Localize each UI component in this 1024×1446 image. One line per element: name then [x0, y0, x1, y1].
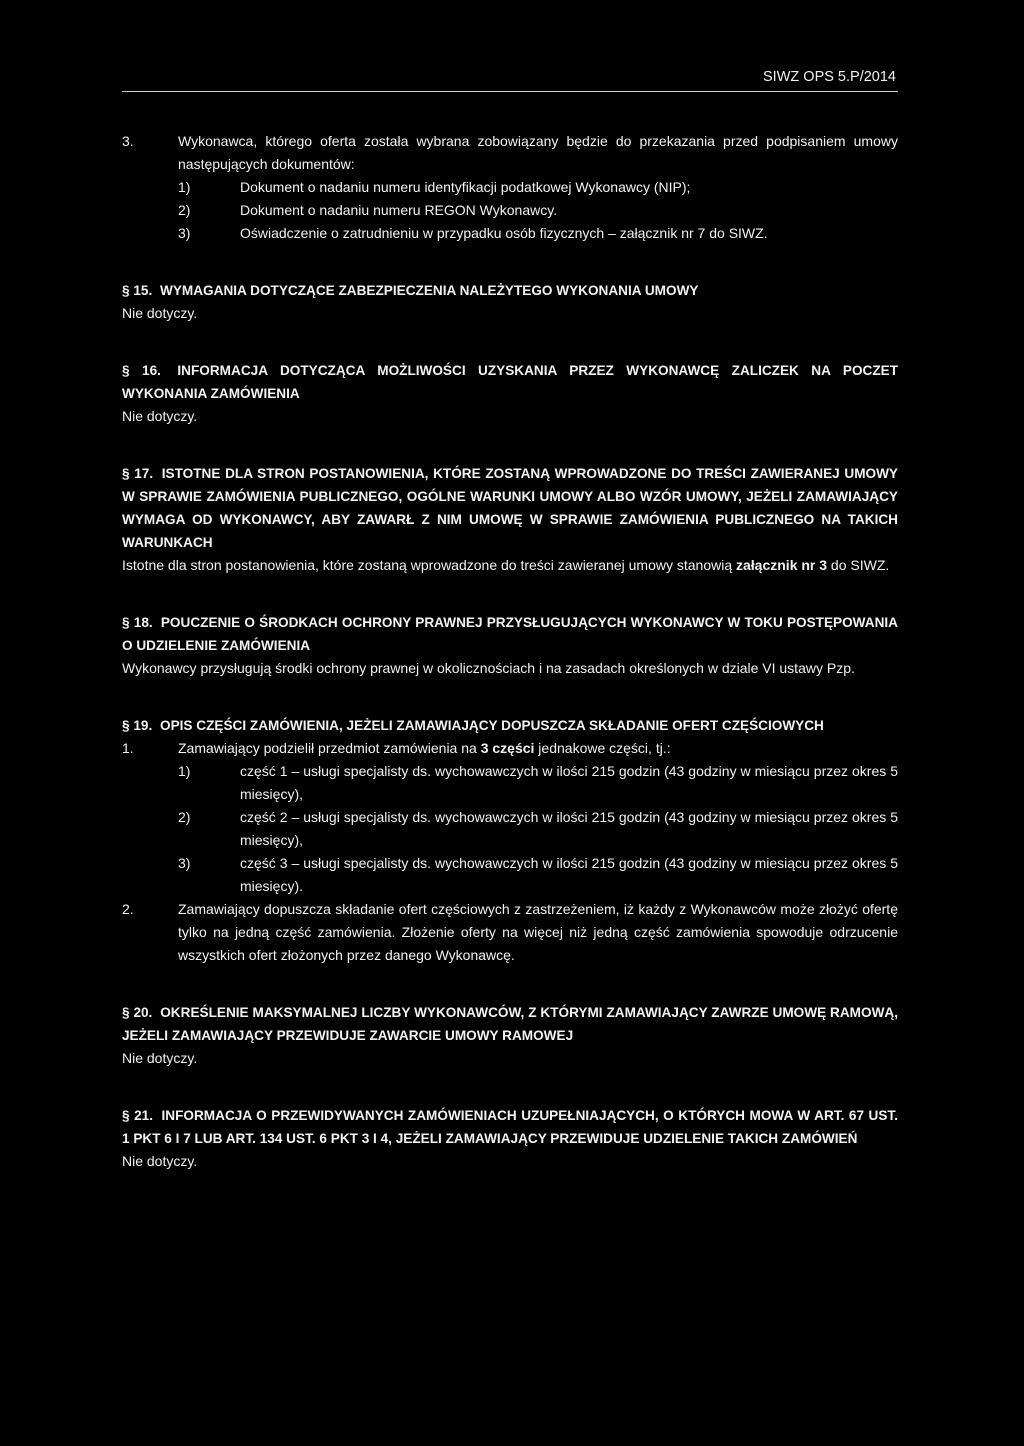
section-title: INFORMACJA O PRZEWIDYWANYCH ZAMÓWIENIACH UZUPEŁNIAJĄCYCH, O KTÓRYCH MOWA W ART. 67 UST. 1 PKT 6 I 7 LUB ART. 134 UST. 6 PKT 3 I 4, JEŻELI ZAMAWIAJĄCY PRZEWIDUJE UDZIELENIE TAKICH ZAMÓWIEŃ — [122, 1108, 898, 1146]
section-21 — [122, 1104, 898, 1173]
section-16 — [122, 359, 898, 428]
paragraph-number: § 17. — [122, 466, 154, 481]
header-divider — [122, 91, 898, 92]
body-text: do SIWZ. — [827, 557, 890, 573]
section-heading — [122, 611, 898, 657]
list-item-text: część 2 – usługi specjalisty ds. wychowawczych w ilości 215 godzin (43 godziny w miesiącu przez okres 5 miesięcy), — [240, 809, 898, 848]
list-item — [178, 852, 898, 898]
section-title: OKREŚLENIE MAKSYMALNEJ LICZBY WYKONAWCÓW, Z KTÓRYMI ZAMAWIAJĄCY ZAWRZE UMOWĘ RAMOWĄ, JEŻELI ZAMAWIAJĄCY PRZEWIDUJE ZAWARCIE UMOWY RAMOWEJ — [122, 1005, 898, 1043]
document-reference: SIWZ OPS 5.P/2014 — [763, 69, 896, 85]
item-number: 1. — [122, 740, 134, 756]
paragraph-number: § 15. — [122, 283, 153, 298]
item-3 — [122, 130, 898, 176]
list-item-number: 3) — [178, 225, 191, 241]
section-heading — [122, 462, 898, 554]
section-title: ISTOTNE DLA STRON POSTANOWIENIA, KTÓRE ZOSTANĄ WPROWADZONE DO TREŚCI ZAWIERANEJ UMOWY W SPRAWIE ZAMÓWIENIA PUBLICZNEGO, OGÓLNE WARUNKI UMOWY ALBO WZÓR UMOWY, JEŻELI ZAMAWIAJĄCY WYMAGA OD WYKONAWCY, ABY ZAWARŁ Z NIM UMOWĘ W SPRAWIE ZAMÓWIENIA PUBLICZNEGO NA TAKICH WARUNKACH — [122, 466, 898, 550]
section-body: Nie dotyczy. — [122, 1153, 198, 1169]
section-body: Nie dotyczy. — [122, 1050, 198, 1066]
section-heading — [122, 279, 898, 302]
item-text-part: jednakowe części, tj.: — [534, 740, 671, 756]
paragraph-number: § 16. — [122, 363, 161, 378]
list-item — [178, 199, 898, 222]
list-item — [178, 806, 898, 852]
item-number: 3. — [122, 133, 134, 149]
section-title: POUCZENIE O ŚRODKACH OCHRONY PRAWNEJ PRZYSŁUGUJĄCYCH WYKONAWCY W TOKU POSTĘPOWANIA O UDZIELENIE ZAMÓWIENIA — [122, 615, 898, 653]
item-2 — [122, 898, 898, 967]
section-title: INFORMACJA DOTYCZĄCA MOŻLIWOŚCI UZYSKANIA PRZEZ WYKONAWCĘ ZALICZEK NA POCZET WYKONANIA ZAMÓWIENIA — [122, 363, 899, 401]
section-heading — [122, 714, 898, 737]
list-item-text: część 1 – usługi specjalisty ds. wychowawczych w ilości 215 godzin (43 godziny w miesiącu przez okres 5 miesięcy), — [240, 763, 898, 802]
item-text: Zamawiający dopuszcza składanie ofert częściowych z zastrzeżeniem, iż każdy z Wykonawców może złożyć ofertę tylko na jedną część zamówienia. Złożenie oferty na więcej niż jedną część zamówienia spowoduje odrzucenie wszystkich ofert złożonych przez danego Wykonawcę. — [178, 901, 898, 963]
section-body: Nie dotyczy. — [122, 408, 198, 424]
list-item-number: 3) — [178, 855, 191, 871]
section-20 — [122, 1001, 898, 1070]
list-item-text: część 3 – usługi specjalisty ds. wychowawczych w ilości 215 godzin (43 godziny w miesiącu przez okres 5 miesięcy). — [240, 855, 898, 894]
item-number: 2. — [122, 901, 134, 917]
section-body: Wykonawcy przysługują środki ochrony prawnej w okolicznościach i na zasadach określonych w dziale VI ustawy Pzp. — [122, 660, 855, 676]
item-text — [178, 737, 898, 760]
paragraph-number: § 20. — [122, 1005, 153, 1020]
section-15 — [122, 279, 898, 325]
paragraph-number: § 19. — [122, 718, 153, 733]
section-18 — [122, 611, 898, 680]
list-item-number: 2) — [178, 202, 191, 218]
section-17 — [122, 462, 898, 577]
list-item-number: 1) — [178, 179, 191, 195]
body-text: Istotne dla stron postanowienia, które zostaną wprowadzone do treści zawieranej umowy stanowią — [122, 557, 736, 573]
item-text-part: Zamawiający podzielił przedmiot zamówienia na — [178, 740, 481, 756]
list-item-text: Dokument o nadaniu numeru REGON Wykonawcy. — [240, 202, 558, 218]
section-title: OPIS CZĘŚCI ZAMÓWIENIA, JEŻELI ZAMAWIAJĄCY DOPUSZCZA SKŁADANIE OFERT CZĘŚCIOWYCH — [160, 718, 824, 733]
section-19 — [122, 714, 898, 967]
list-item-text: Dokument o nadaniu numeru identyfikacji podatkowej Wykonawcy (NIP); — [240, 179, 691, 195]
section-body: Nie dotyczy. — [122, 305, 198, 321]
paragraph-number: § 18. — [122, 615, 153, 630]
item-3-block — [122, 130, 898, 245]
section-heading — [122, 1001, 898, 1047]
section-body — [122, 554, 898, 577]
list-item-number: 2) — [178, 809, 191, 825]
section-title: WYMAGANIA DOTYCZĄCE ZABEZPIECZENIA NALEŻYTEGO WYKONANIA UMOWY — [160, 283, 699, 298]
list-item — [178, 222, 898, 245]
list-item-number: 1) — [178, 763, 191, 779]
list-item — [178, 176, 898, 199]
item-text: Wykonawca, którego oferta została wybrana zobowiązany będzie do przekazania przed podpisaniem umowy następujących dokumentów: — [178, 133, 898, 172]
list-item — [178, 760, 898, 806]
document-page — [122, 66, 898, 1426]
section-heading — [122, 359, 898, 405]
list-item-text: Oświadczenie o zatrudnieniu w przypadku osób fizycznych – załącznik nr 7 do SIWZ. — [240, 225, 768, 241]
item-1 — [122, 737, 898, 760]
section-heading — [122, 1104, 898, 1150]
paragraph-number: § 21. — [122, 1108, 153, 1123]
attachment-reference: załącznik nr 3 — [736, 557, 828, 573]
parts-count: 3 części — [480, 740, 535, 756]
